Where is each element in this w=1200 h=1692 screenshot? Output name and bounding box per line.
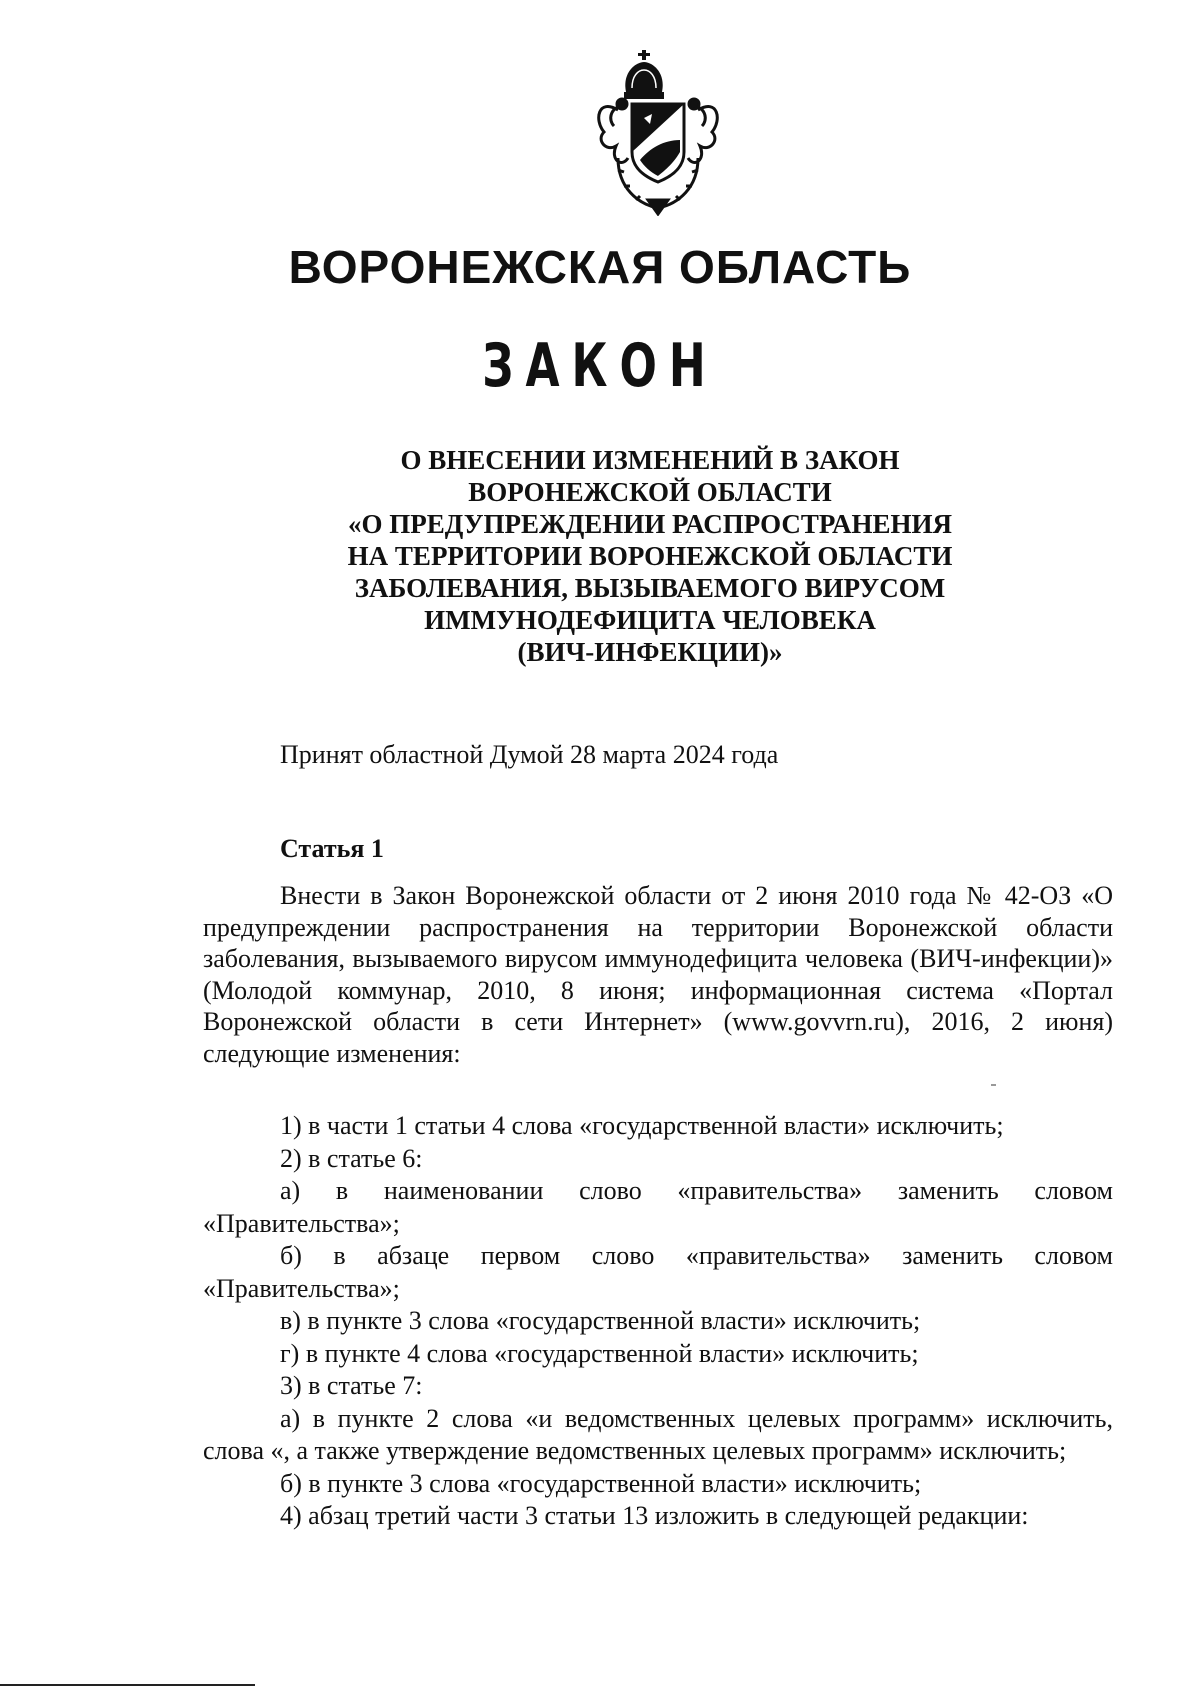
document-type: ЗАКОН [482, 332, 718, 401]
scan-edge-line [0, 1684, 255, 1686]
law-title-line: «О ПРЕДУПРЕЖДЕНИИ РАСПРОСТРАНЕНИЯ [348, 509, 952, 539]
list-item: 4) абзац третий части 3 статьи 13 изложить в следующей редакции: [280, 1501, 1029, 1530]
list-item: 2) в статье 6: [280, 1143, 423, 1173]
crown-icon [624, 50, 664, 99]
law-title-line: (ВИЧ-ИНФЕКЦИИ)» [517, 637, 783, 667]
law-title-line: ЗАБОЛЕВАНИЯ, ВЫЗЫВАЕМОГО ВИРУСОМ [354, 573, 946, 603]
adoption-note: Принят областной Думой 28 марта 2024 года [280, 740, 779, 769]
amendments-list [203, 1110, 1113, 1533]
list-item: 1) в части 1 статьи 4 слова «государственной власти» исключить; [280, 1111, 1004, 1140]
law-title-line: НА ТЕРРИТОРИИ ВОРОНЕЖСКОЙ ОБЛАСТИ [347, 541, 953, 571]
list-item: б) в абзаце первом слово «правительства» заменить словом «Правительства»; [203, 1241, 1113, 1303]
law-title-line: ИММУНОДЕФИЦИТА ЧЕЛОВЕКА [424, 605, 876, 635]
region-title: ВОРОНЕЖСКАЯ ОБЛАСТЬ [288, 241, 912, 293]
scan-speck [991, 1084, 996, 1086]
list-item: б) в пункте 3 слова «государственной власти» исключить; [280, 1468, 922, 1498]
article-heading: Статья 1 [280, 834, 384, 863]
list-item: 3) в статье 7: [280, 1371, 423, 1400]
left-supporter-icon [599, 99, 628, 162]
list-item: г) в пункте 4 слова «государственной власти» исключить; [280, 1338, 919, 1368]
coat-of-arms-icon [588, 48, 728, 216]
list-item: а) в наименовании слово «правительства» заменить словом «Правительства»; [203, 1176, 1113, 1238]
shield-icon [632, 104, 684, 182]
law-title-line: ВОРОНЕЖСКОЙ ОБЛАСТИ [468, 477, 832, 507]
list-item: а) в пункте 2 слова «и ведомственных целевых программ» исключить, слова «, а также утверждение ведомственных целевых программ» исключить; [203, 1403, 1113, 1465]
law-title-line: О ВНЕСЕНИИ ИЗМЕНЕНИЙ В ЗАКОН [400, 445, 900, 475]
list-item: в) в пункте 3 слова «государственной власти» исключить; [280, 1306, 921, 1335]
article-intro: Внести в Закон Воронежской области от 2 июня 2010 года № 42-ОЗ «О предупреждении распространения на территории Воронежской области заболевания, вызываемого вирусом иммунодефицита человека (ВИЧ-инфекции)» (Молодой коммунар, 2010, 8 июня; информационная система «Портал Воронежской области в сети Интернет» (www.govvrn.ru), 2016, 2 июня) следующие изменения: [203, 881, 1113, 1068]
law-title [300, 444, 1000, 668]
right-supporter-icon [688, 99, 717, 162]
